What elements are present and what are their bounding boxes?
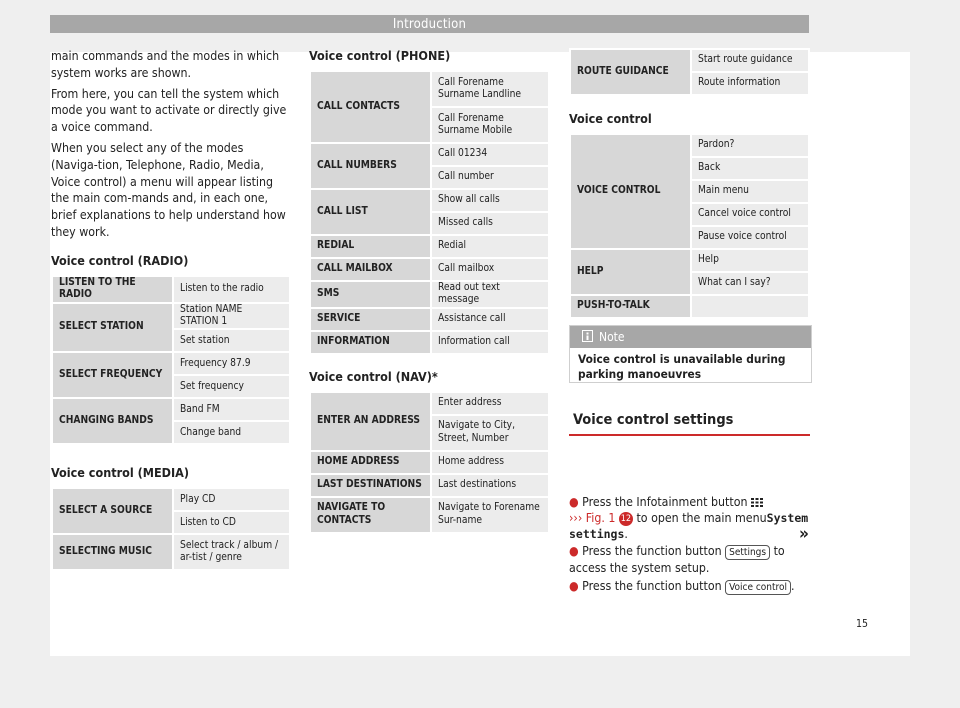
table-key-cell: CALL MAILBOX	[310, 258, 431, 281]
note-header	[570, 326, 811, 348]
table-row	[310, 235, 549, 258]
table-value-cell: Listen to the radio	[173, 276, 290, 303]
table-value-cell: Navigate to Forename Sur-name	[431, 497, 549, 533]
table-value-cell: Call 01234	[431, 143, 549, 166]
table-key-cell: HOME ADDRESS	[310, 451, 431, 474]
table-row	[570, 134, 809, 157]
table-key-cell: SERVICE	[310, 308, 431, 331]
table-value-cell: Change band	[173, 421, 290, 444]
table-value-cell: Band FM	[173, 398, 290, 421]
table-value-cell	[691, 295, 809, 318]
table-row	[310, 497, 549, 533]
table-key-cell: CALL NUMBERS	[310, 143, 431, 189]
table-row	[570, 49, 809, 72]
phone-heading: Voice control (PHONE)	[309, 48, 451, 63]
table-value-cell: Pause voice control	[691, 226, 809, 249]
table-key-cell: PUSH-TO-TALK	[570, 295, 691, 318]
column-middle	[309, 48, 550, 534]
intro-paragraph-2: From here, you can tell the system which mode you want to activate or directly give a voice command.	[51, 86, 287, 135]
media-table	[51, 487, 291, 571]
settings-bullet-2	[569, 543, 810, 576]
table-key-cell: SELECT A SOURCE	[52, 488, 173, 534]
page-number: 15	[856, 618, 869, 630]
voice-control-function-button[interactable]: Voice control	[725, 580, 791, 595]
system-settings-menu-name: System settings	[569, 511, 809, 541]
table-row	[570, 295, 809, 318]
table-value-cell: Last destinations	[431, 474, 549, 497]
table-key-cell: SELECTING MUSIC	[52, 534, 173, 570]
table-row	[52, 398, 290, 421]
table-value-cell: Select track / album / ar-tist / genre	[173, 534, 290, 570]
settings-bullet-3: ● Press the function button Voice control .	[569, 579, 795, 593]
callout-number-badge: 12	[620, 513, 632, 524]
table-row	[52, 276, 290, 303]
bullet-3-text: Press the function button	[582, 579, 722, 593]
table-value-cell: Call mailbox	[431, 258, 549, 281]
table-value-cell: Start route guidance	[691, 49, 809, 72]
table-key-cell: SMS	[310, 281, 431, 308]
bullet-dot: ●	[569, 495, 579, 509]
voice-heading: Voice control	[569, 111, 652, 126]
table-key-cell: ENTER AN ADDRESS	[310, 392, 431, 451]
table-value-cell: Navigate to City, Street, Number	[431, 415, 549, 451]
table-value-cell: Show all calls	[431, 189, 549, 212]
settings-heading: Voice control settings	[573, 412, 734, 428]
radio-table	[51, 275, 291, 446]
table-row	[570, 249, 809, 272]
table-key-cell: SELECT STATION	[52, 303, 173, 353]
table-key-cell: SELECT FREQUENCY	[52, 352, 173, 398]
table-value-cell: Call number	[431, 166, 549, 189]
settings-bullet-1: ● Press the Infotainment button ››› Fig. 1 12 to open the main menuSystem settings.	[569, 495, 809, 541]
table-key-cell: CALL LIST	[310, 189, 431, 235]
table-row	[310, 392, 549, 415]
table-key-cell: LAST DESTINATIONS	[310, 474, 431, 497]
table-value-cell: Back	[691, 157, 809, 180]
table-value-cell: Cancel voice control	[691, 203, 809, 226]
table-value-cell: Play CD	[173, 488, 290, 511]
continue-arrow: »	[799, 524, 809, 544]
table-value-cell: Information call	[431, 331, 549, 354]
nav-table	[309, 391, 550, 534]
radio-heading: Voice control (RADIO)	[51, 252, 189, 268]
voice-table	[569, 133, 810, 319]
table-row	[310, 451, 549, 474]
table-value-cell: Read out text message	[431, 281, 549, 308]
table-key-cell: NAVIGATE TO CONTACTS	[310, 497, 431, 533]
table-row	[310, 258, 549, 281]
table-value-cell: Frequency 87.9	[173, 352, 290, 375]
table-value-cell: Listen to CD	[173, 511, 290, 534]
table-value-cell: Call Forename Surname Mobile	[431, 107, 549, 143]
section-header: Introduction	[50, 15, 809, 33]
intro-paragraph-1: main commands and the modes in which system works are shown.	[51, 49, 280, 80]
table-row	[52, 488, 290, 511]
table-row	[52, 352, 290, 375]
table-value-cell: Redial	[431, 235, 549, 258]
table-key-cell: ROUTE GUIDANCE	[570, 49, 691, 95]
bullet-1-text-2: to open the main menu	[636, 511, 767, 525]
bullet-dot: ●	[569, 579, 579, 593]
table-value-cell: Pardon?	[691, 134, 809, 157]
settings-heading-underline	[569, 434, 810, 436]
table-value-cell: Station NAME STATION 1	[173, 303, 290, 330]
intro-paragraph-3: When you select any of the modes (Naviga-tion, Telephone, Radio, Media, Voice control) a menu will appear listing the main com-mands and, in each one, brief explanations to help understand how they work.	[51, 140, 286, 239]
note-label: Note	[599, 330, 625, 344]
table-value-cell: What can I say?	[691, 272, 809, 295]
table-key-cell: CHANGING BANDS	[52, 398, 173, 444]
bullet-2-text: Press the function button	[582, 544, 722, 558]
media-heading: Voice control (MEDIA)	[51, 465, 190, 481]
table-value-cell: Enter address	[431, 392, 549, 415]
menu-grid-icon	[751, 498, 763, 507]
table-value-cell: Set frequency	[173, 375, 290, 398]
bullet-1-text: Press the Infotainment button	[582, 495, 748, 509]
phone-table	[309, 70, 550, 355]
column-right	[569, 48, 810, 319]
table-row	[310, 474, 549, 497]
settings-function-button[interactable]: Settings	[725, 545, 770, 560]
table-value-cell: Help	[691, 249, 809, 272]
table-row	[310, 281, 549, 308]
table-key-cell: CALL CONTACTS	[310, 71, 431, 143]
table-value-cell: Call Forename Surname Landline	[431, 71, 549, 107]
table-row	[310, 71, 549, 107]
table-row	[310, 308, 549, 331]
note-box	[569, 325, 812, 383]
table-value-cell: Set station	[173, 329, 290, 352]
figure-reference-link[interactable]: ››› Fig. 1	[569, 511, 616, 525]
column-left	[51, 48, 291, 571]
table-row	[52, 534, 290, 570]
bullet-2-text-2: to access the system setup.	[569, 544, 785, 575]
table-value-cell: Missed calls	[431, 212, 549, 235]
note-text: Voice control is unavailable during parking manoeuvres	[578, 352, 786, 381]
table-key-cell: LISTEN TO THE RADIO	[52, 276, 173, 303]
table-row	[310, 331, 549, 354]
table-value-cell: Home address	[431, 451, 549, 474]
table-value-cell: Route information	[691, 72, 809, 95]
table-key-cell: VOICE CONTROL	[570, 134, 691, 249]
bullet-dot: ●	[569, 544, 579, 558]
table-row	[310, 189, 549, 212]
table-row	[310, 143, 549, 166]
table-key-cell: INFORMATION	[310, 331, 431, 354]
table-key-cell: HELP	[570, 249, 691, 295]
table-row	[52, 303, 290, 330]
info-icon	[582, 330, 593, 342]
nav-heading: Voice control (NAV)*	[309, 368, 438, 384]
table-value-cell: Assistance call	[431, 308, 549, 331]
table-key-cell: REDIAL	[310, 235, 431, 258]
table-value-cell: Main menu	[691, 180, 809, 203]
guidance-table	[569, 48, 810, 96]
